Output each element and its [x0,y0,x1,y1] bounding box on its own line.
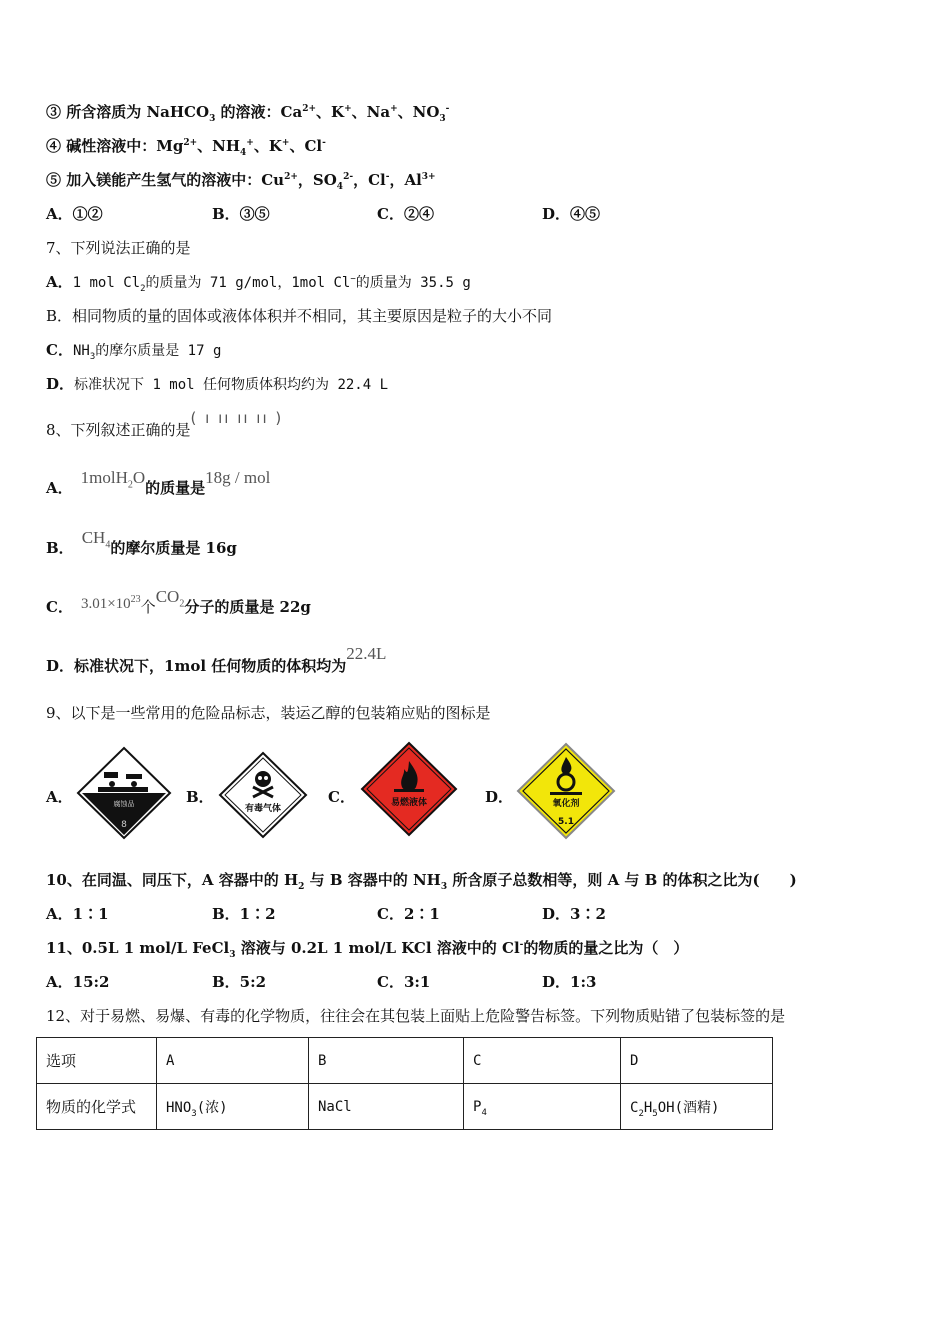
table-row-label: 物质的化学式 [37,1084,157,1130]
q11-option-b: B．5:2 [212,973,267,991]
oxidizer-sign-icon [516,742,616,840]
q11-option-c: C．3:1 [377,973,431,991]
q8-stem: 8、下列叙述正确的是( ı ıı ıı ıı ) [46,409,284,439]
q10-option-d: D．3∶2 [542,905,606,923]
q6-option-b: B．③⑤ [212,205,270,223]
q10-option-a: A．1∶1 [46,905,109,923]
q6-item-4: ④ 碱性溶液中：$Mg^{2+}$、$NH_4^+$、K+、Cl- [46,137,326,158]
table-cell-a: $HNO_3$(浓) [157,1084,309,1130]
table-header-cell: C [464,1038,621,1084]
q9-label-d: D． [485,788,514,806]
table-header-cell: 选项 [37,1038,157,1084]
q8-option-c: C． $3.01\times 10^{23}$个$CO_2$分子的质量是 22g [46,587,311,616]
q6-item-5: ⑤ 加入镁能产生氢气的溶液中：$Cu^{2+}$，$SO_4^{2-}$，Cl-，$Al^{3+}$ [46,171,436,192]
corrosive-sign-icon [76,746,172,840]
q7-option-b: B．相同物质的量的固体或液体体积并不相同，其主要原因是粒子的大小不同 [46,307,553,325]
q8-paren-image: ( ı ıı ıı ıı ) [190,409,284,427]
q10-option-b: B．1∶2 [212,905,276,923]
corrosive-sign-number: 8 [121,820,127,830]
table-header-cell: B [309,1038,464,1084]
q8-option-d: D．标准状况下，1mol 任何物质的体积均为22.4L [46,644,387,675]
oxidizer-sign-text: 氧化剂 [552,799,580,809]
q9-label-a: A． [46,788,73,806]
flammable-liquid-sign-icon [360,741,458,837]
q10-option-c: C．2∶1 [377,905,440,923]
table-row [37,1038,773,1084]
q7-option-c: C．$NH_3$的摩尔质量是 17 g [46,341,222,362]
q6-option-c: C．②④ [377,205,434,223]
q7-stem: 7、下列说法正确的是 [46,239,191,257]
table-row [37,1084,773,1130]
toxic-gas-sign-text: 有毒气体 [244,804,282,814]
q6-item-3: ③ 所含溶质为 NaHCO$_3$ 的溶液：$Ca^{2+}$、K+、Na+、$NO_3^-$ [46,103,450,124]
q12-stem: 12、对于易燃、易爆、有毒的化学物质，往往会在其包装上面贴上危险警告标签。下列物质贴错了包装标签的是 [46,1007,786,1025]
q9-label-c: C． [328,788,355,806]
table-header-cell: D [621,1038,773,1084]
table-cell-b: NaCl [309,1084,464,1130]
q8-option-a: A．1molH$_2$O的质量是18g / mol [46,468,271,497]
q9-label-b: B． [186,788,214,806]
q8-option-b: B．$CH_4$的摩尔质量是 16g [46,528,237,557]
q6-option-a: A．①② [46,205,103,223]
q12-table [36,1037,773,1130]
q10-stem: 10、在同温、同压下，A 容器中的 $H_2$ 与 B 容器中的 $NH_3$ 所含原子总数相等，则 A 与 B 的体积之比为( ) [46,871,797,892]
oxidizer-sign-number: 5.1 [558,817,574,827]
table-cell-c: $P_4$ [464,1084,621,1130]
q7-option-d: D．标准状况下 1 mol 任何物质体积均约为 22.4 L [46,375,389,393]
corrosive-sign-text: 腐蚀品 [113,800,135,808]
flammable-liquid-sign-text: 易燃液体 [390,798,428,808]
toxic-gas-sign-icon [218,751,308,839]
q9-stem: 9、以下是一些常用的危险品标志，装运乙醇的包装箱应贴的图标是 [46,704,491,722]
q11-stem: 11、0.5L 1 mol/L FeCl$_3$ 溶液与 0.2L 1 mol/L KCl 溶液中的 Cl-的物质的量之比为（ ） [46,939,689,960]
table-cell-d: $C_2H_5OH$(酒精) [621,1084,773,1130]
q7-option-a: A．1 mol $Cl_2$的质量为 71 g/mol，1mol Cl−的质量为 35.5 g [46,273,471,294]
q11-option-d: D．1:3 [542,973,597,991]
q11-option-a: A．15:2 [46,973,110,991]
q6-option-d: D．④⑤ [542,205,601,223]
table-header-cell: A [157,1038,309,1084]
